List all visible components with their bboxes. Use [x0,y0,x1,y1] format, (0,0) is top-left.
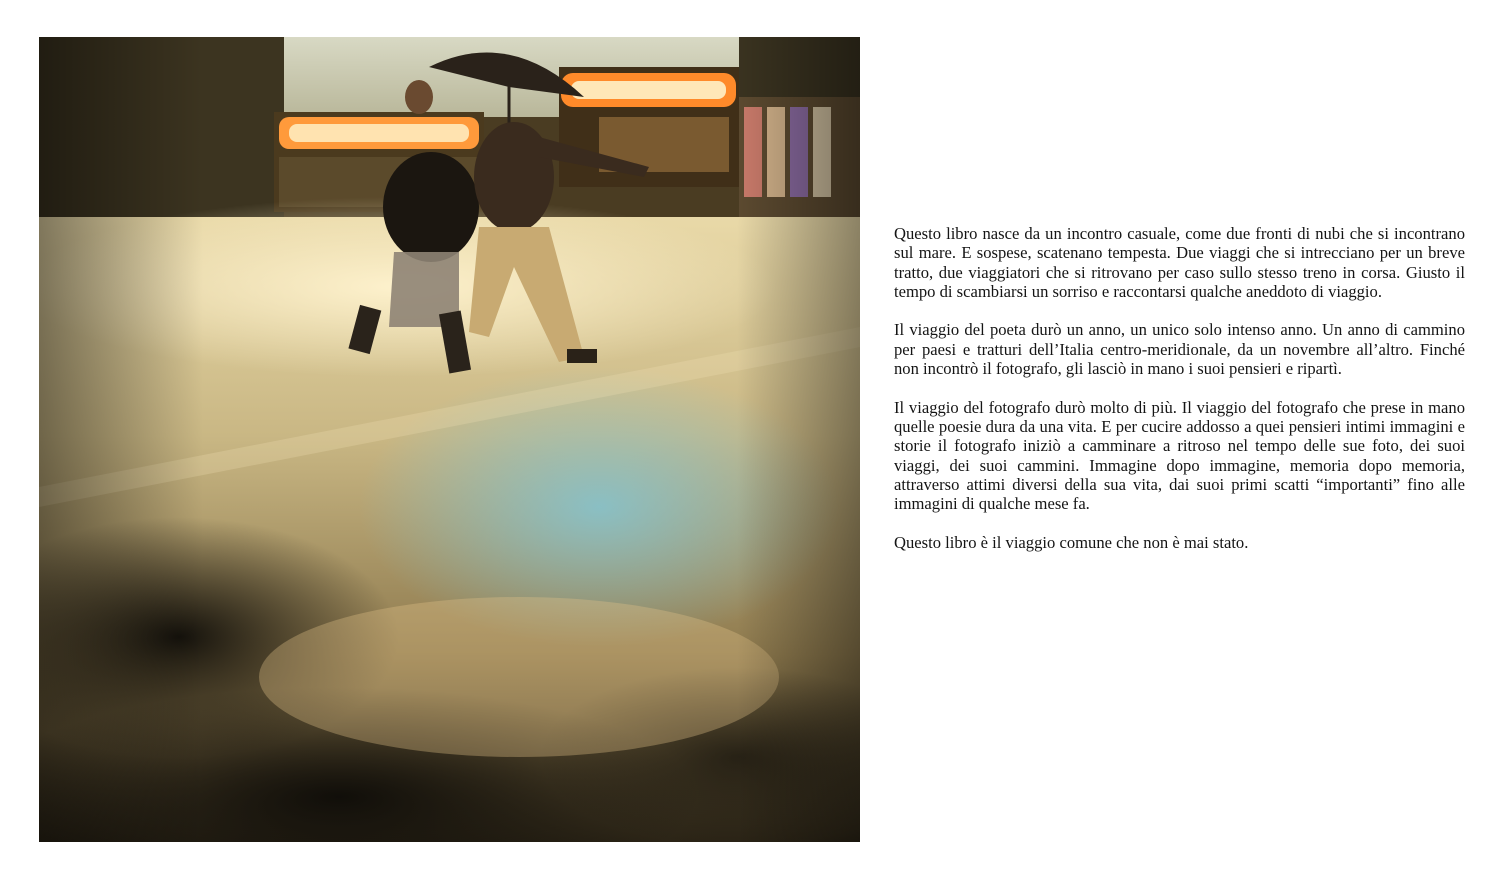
photo-vignette [39,37,860,842]
paragraph-3: Il viaggio del fotografo durò molto di più. Il viaggio del fotografo che prese in mano quelle poesie dura da una vita. E per cucire addosso a quei pensieri intimi immagini e storie il fotografo iniziò a camminare a ritroso nel tempo delle sue foto, dei suoi viaggi, dei suoi cammini. Immagine dopo immagine, memoria dopo memoria, attraverso attimi diversi della sua vita, dai suoi primi scatti “importanti” fino alle immagini di qualche mese fa. [894,397,1465,514]
intro-text [894,224,1465,571]
paragraph-2: Il viaggio del poeta durò un anno, un unico solo intenso anno. Un anno di cammino per paesi e tratturi dell’Italia centro-meridionale, da un novembre all’altro. Finché non incontrò il fotografo, gli lasciò in mano i suoi pensieri e ripartì. [894,320,1465,379]
paragraph-4: Questo libro è il viaggio comune che non è mai stato. [894,532,1249,552]
street-rain-photo [39,37,860,842]
paragraph-1: Questo libro nasce da un incontro casuale, come due fronti di nubi che si incontrano sul mare. E sospese, scatenano tempesta. Due viaggi che si intrecciano per un breve tratto, due viaggiatori che si ritrovano per caso sullo stesso treno in corsa. Giusto il tempo di scambiarsi un sorriso e raccontarsi qualche aneddoto di viaggio. [894,224,1465,301]
